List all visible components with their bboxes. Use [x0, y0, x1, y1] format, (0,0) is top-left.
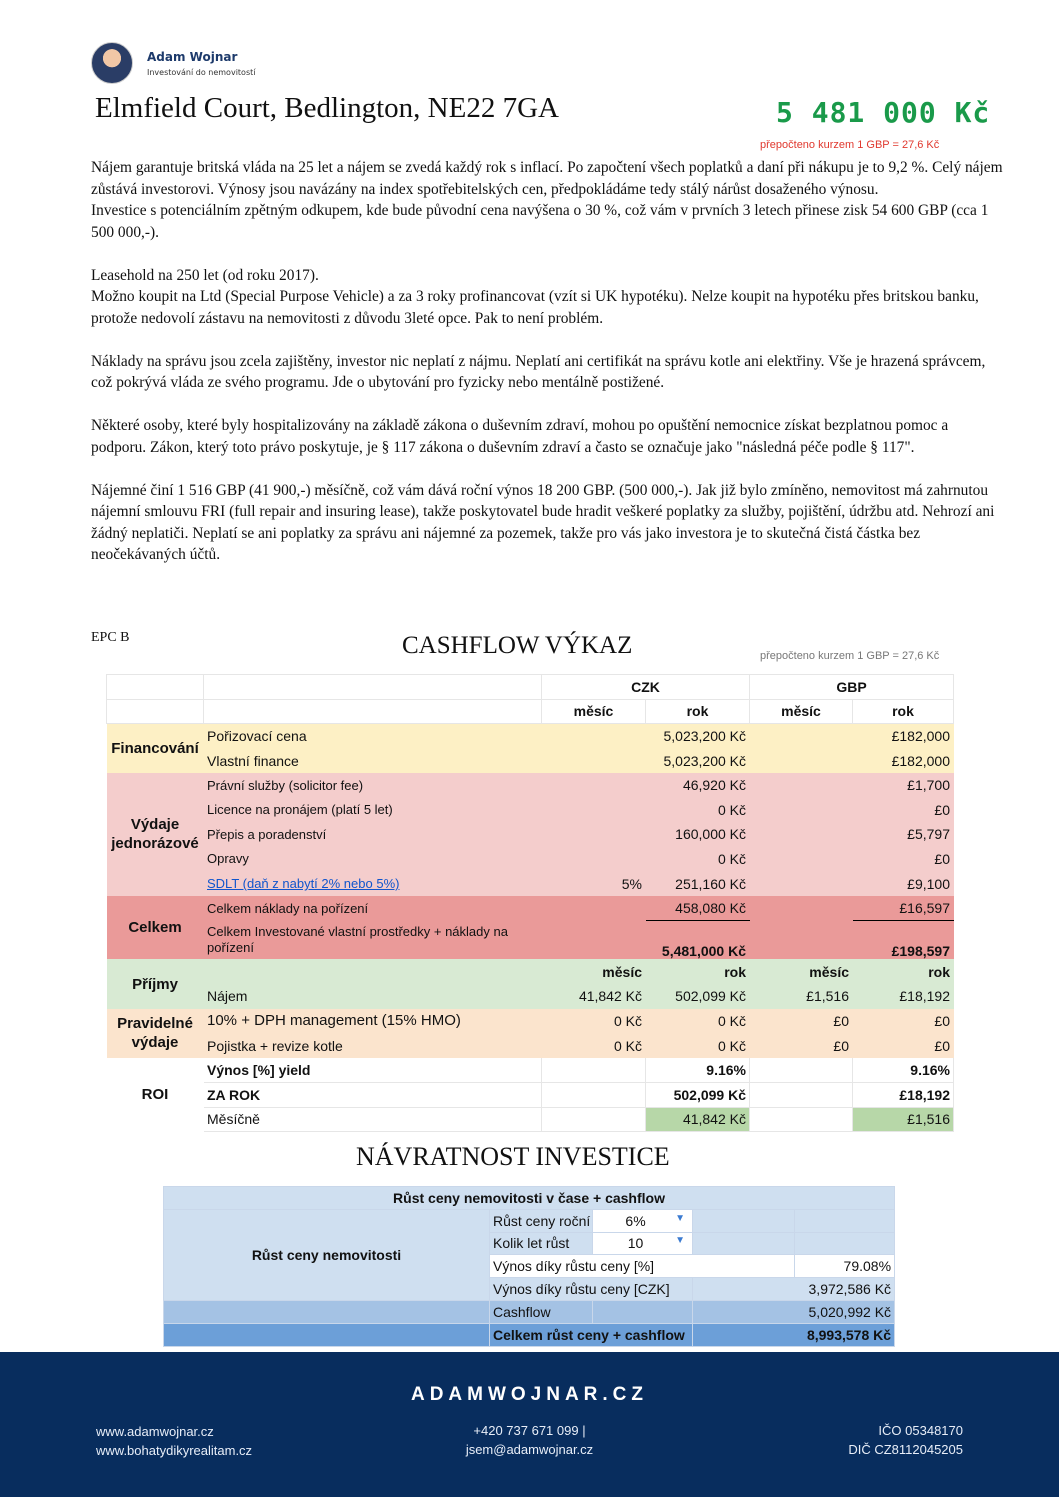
subheader: měsíc — [750, 959, 853, 984]
epc-rating: EPC B — [91, 630, 130, 645]
paragraph: Nájem garantuje britská vláda na 25 let a nájem se zvedá každý rok s inflací. Po započtení všech poplatků a daní při nákupu je to 9,2 %. Celý nájem zůstává investorovi. Výnosy jsou navázány na index spotřebitelských cen, předpokládáme tedy stálý nárůst dosaženého výnosu. — [91, 159, 1003, 198]
cell-value: £18,192 — [853, 1082, 954, 1107]
group-label: Růst ceny nemovitosti — [164, 1209, 490, 1300]
return-table — [163, 1186, 895, 1347]
cell-value: £182,000 — [891, 727, 950, 744]
row-label: Nájem — [207, 988, 248, 1005]
table-row — [107, 748, 954, 773]
cell-value: 0 Kč — [717, 801, 746, 818]
footer-email[interactable]: jsem@adamwojnar.cz — [465, 1442, 594, 1457]
cell-value: £9,100 — [907, 875, 950, 892]
table-row — [107, 871, 954, 896]
paragraph: Nájemné činí 1 516 GBP (41 900,-) měsíčně, což vám dává roční výnos 18 200 GBP. (500 000,-). Jak již bylo zmíněno, nemovitost má zahrnutou nájemní smlouvu FRI (full repair and insuring lease), takže poskytovatel bude hradit veškeré poplatky za služby, pojištění, údržbu atd. Nehrozí ani žádný neplatiči. Neplatí se ani poplatky za správu ani nájemné za pozemek, takže pro vás jako investora je to skutečná čistá částka bez neočekávaných účtů. — [91, 481, 995, 563]
cell-value: 251,160 Kč — [675, 875, 746, 892]
dropdown-arrow-icon[interactable]: ▼ — [675, 1212, 685, 1224]
logo-name: Adam Wojnar — [147, 50, 238, 64]
cell-value: £0 — [934, 801, 950, 818]
section-roi: ROI — [141, 1086, 169, 1104]
cashflow-table — [106, 674, 954, 1132]
row-label: ZA ROK — [204, 1082, 542, 1107]
cashflow-value: 5,020,992 Kč — [693, 1300, 895, 1323]
cell-value: 160,000 Kč — [675, 826, 746, 843]
vynos-pct-value: 79.08% — [795, 1255, 895, 1278]
celkem-label: Celkem růst ceny + cashflow — [490, 1323, 693, 1346]
table-row — [107, 1009, 954, 1034]
cell-value: 0 Kč — [542, 1033, 646, 1058]
cell-value: £18,192 — [899, 988, 950, 1005]
cell-value: 0 Kč — [542, 1009, 646, 1034]
cell-value: 0 Kč — [717, 1012, 746, 1029]
rust-dropdown[interactable] — [593, 1209, 693, 1232]
paragraph: Některé osoby, které byly hospitalizovány na základě zákona o duševním zdraví, mohou po opuštění nemocnice získat bezplatnou pomoc a podporu. Zákon, který toto právo poskytuje, je § 117 zákona o duševním zdraví a často se označuje jako "následná péče podle § 117". — [91, 417, 949, 456]
section-vydaje: Výdaje jednorázové — [111, 816, 199, 853]
vynos-czk-label: Výnos díky růstu ceny [CZK] — [490, 1278, 693, 1301]
paragraph: Náklady na správu jsou zcela zajištěny, investor nic neplatí z nájmu. Neplatí ani certifikát na správu kotle ani elektřiny. Vše je hrazená správcem, což pokrývá vláda ze svého programu. Jde o ubytování pro fyzicky nebo mentálně postižené. — [91, 352, 986, 391]
footer — [0, 1352, 1059, 1497]
cell-value: 41,842 Kč — [646, 1107, 750, 1132]
cell-value: £198,597 — [891, 942, 950, 959]
cashflow-label: Cashflow — [490, 1300, 593, 1323]
dropdown-arrow-icon[interactable]: ▼ — [675, 1235, 685, 1247]
table-row — [107, 1082, 954, 1107]
let-dropdown[interactable] — [593, 1232, 693, 1255]
cell-value: £1,516 — [750, 984, 853, 1009]
table-row — [107, 896, 954, 921]
footer-website-link[interactable]: www.bohatydikyrealitam.cz — [96, 1443, 253, 1458]
avatar — [91, 42, 133, 84]
header-czk-mesic: měsíc — [542, 699, 646, 724]
row-label: Celkem náklady na pořízení — [207, 900, 369, 916]
row-label: Pojistka + revize kotle — [207, 1037, 343, 1054]
row-label: Licence na pronájem (platí 5 let) — [207, 802, 393, 818]
exchange-rate-note: přepočteno kurzem 1 GBP = 27,6 Kč — [760, 139, 940, 151]
row-label: Přepis a poradenství — [207, 826, 327, 842]
cell-value: £16,597 — [853, 896, 954, 921]
subheader: rok — [724, 963, 746, 980]
footer-website-link[interactable]: www.adamwojnar.cz — [96, 1424, 214, 1439]
cell-value: £5,797 — [907, 826, 950, 843]
cell-value: 5% — [542, 871, 646, 896]
rust-label: Růst ceny roční — [490, 1209, 593, 1232]
exchange-rate-note: přepočteno kurzem 1 GBP = 27,6 Kč — [760, 650, 940, 662]
table-row — [107, 1058, 954, 1083]
table-row — [107, 959, 954, 984]
header-czk-rok: rok — [646, 699, 750, 724]
rust-value: 6% — [625, 1212, 646, 1229]
description — [91, 157, 1006, 587]
cashflow-title: CASHFLOW VÝKAZ — [402, 632, 633, 659]
footer-brand: ADAMWOJNAR.CZ — [410, 1384, 649, 1405]
table-row — [107, 822, 954, 847]
let-value: 10 — [627, 1235, 644, 1252]
cell-value: £182,000 — [891, 752, 950, 769]
cell-value: 5,023,200 Kč — [663, 752, 746, 769]
celkem-value: 8,993,578 Kč — [693, 1323, 895, 1346]
cell-value: 9.16% — [646, 1058, 750, 1083]
header-gbp: GBP — [750, 675, 954, 700]
table-row — [107, 797, 954, 822]
cell-value: £0 — [750, 1009, 853, 1034]
row-label: Vlastní finance — [207, 752, 299, 769]
price: 5 481 000 Kč — [776, 96, 991, 129]
return-title: NÁVRATNOST INVESTICE — [356, 1142, 670, 1171]
return-table-title: Růst ceny nemovitosti v čase + cashflow — [164, 1187, 895, 1210]
table-row — [107, 847, 954, 872]
vynos-pct-label: Výnos díky růstu ceny [%] — [490, 1255, 795, 1278]
sdlt-link[interactable]: SDLT (daň z nabytí 2% nebo 5%) — [207, 876, 400, 892]
cell-value: 5,023,200 Kč — [663, 727, 746, 744]
table-row — [107, 724, 954, 749]
header-czk: CZK — [542, 675, 750, 700]
cell-value: 0 Kč — [717, 1037, 746, 1054]
paragraph: Investice s potenciálním zpětným odkupem, kde bude původní cena navýšena o 30 %, což vám v prvních 3 letech přinese zisk 54 600 GBP (cca 1 500 000,-). — [91, 202, 989, 241]
subheader: rok — [928, 963, 950, 980]
footer-phone[interactable]: +420 737 671 099 | — [473, 1423, 586, 1438]
paragraph: Možno koupit na Ltd (Special Purpose Vehicle) a za 3 roky profinancovat (vzít si UK hypotéku). Nelze koupit na hypotéku přes britskou banku, protože nedovolí zástavu na nemovitosti z důvodu 3leté opce. Pak to není problém. — [91, 288, 979, 327]
cell-value: 0 Kč — [717, 850, 746, 867]
cell-value: 5,481,000 Kč — [661, 942, 746, 959]
let-label: Kolik let růst — [490, 1232, 593, 1255]
header-gbp-rok: rok — [853, 699, 954, 724]
cell-value: 502,099 Kč — [646, 1082, 750, 1107]
table-row — [107, 773, 954, 798]
table-row — [107, 984, 954, 1009]
table-row — [107, 1033, 954, 1058]
footer-ico: IČO 05348170 — [878, 1423, 963, 1438]
row-label: Výnos [%] yield — [204, 1058, 542, 1083]
row-label: Měsíčně — [204, 1107, 542, 1132]
cell-value: £0 — [934, 850, 950, 867]
cell-value: 46,920 Kč — [682, 777, 746, 794]
subheader: měsíc — [542, 959, 646, 984]
page-title: Elmfield Court, Bedlington, NE22 7GA — [95, 92, 559, 124]
cell-value: 9.16% — [853, 1058, 954, 1083]
table-row — [107, 1107, 954, 1132]
cell-value: £1,516 — [853, 1107, 954, 1132]
paragraph: Leasehold na 250 let (od roku 2017). — [91, 266, 319, 284]
cell-value: 458,080 Kč — [646, 896, 750, 921]
footer-dic: DIČ CZ8112045205 — [848, 1442, 963, 1457]
cell-value: £0 — [934, 1037, 950, 1054]
cell-value: 502,099 Kč — [675, 988, 746, 1005]
section-financovani: Financování — [111, 739, 199, 757]
vynos-czk-value: 3,972,586 Kč — [693, 1278, 895, 1301]
row-label: Právní služby (solicitor fee) — [207, 777, 364, 793]
logo-tagline: Investování do nemovitostí — [147, 68, 256, 77]
section-celkem: Celkem — [128, 919, 182, 937]
row-label: Pořizovací cena — [207, 727, 307, 744]
cell-value: £0 — [934, 1012, 950, 1029]
row-label: 10% + DPH management (15% HMO) — [207, 1012, 461, 1030]
row-label: Opravy — [207, 851, 249, 867]
section-prijmy: Příjmy — [132, 975, 178, 993]
table-row — [107, 920, 954, 959]
cell-value: £1,700 — [907, 777, 950, 794]
cell-value: 41,842 Kč — [542, 984, 646, 1009]
section-pravidelne: Pravidelné výdaje — [117, 1015, 193, 1052]
header-gbp-mesic: měsíc — [750, 699, 853, 724]
cell-value: £0 — [750, 1033, 853, 1058]
row-label: Celkem Investované vlastní prostředky + náklady na pořízení — [207, 923, 508, 955]
